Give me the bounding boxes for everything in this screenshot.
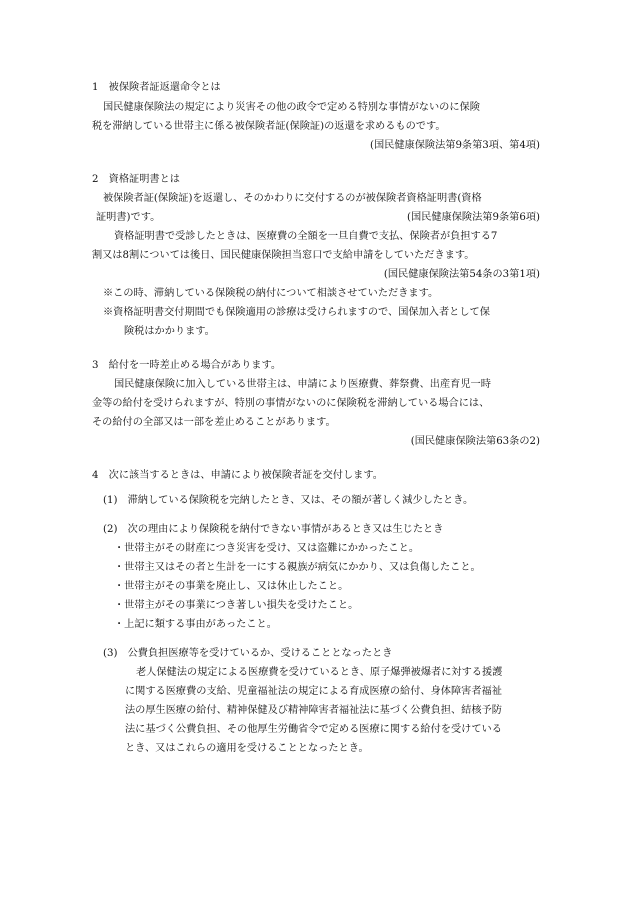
section-4-bullet-5: ・上記に類する事由があったこと。 [114,619,277,630]
section-3-heading: 3 給付を一時差止める場合があります。 [92,360,282,371]
section-3-line-3: その給付の全部又は一部を差止めることがあります。 [92,417,336,428]
section-4-item-3-line-2: に関する医療費の支給、児童福祉法の規定による育成医療の給付、身体障害者福祉 [125,686,502,697]
section-2-line-1: 被保険者証(保険証)を返還し、そのかわりに交付するのが被保険者資格証明書(資格 [103,193,482,204]
section-4-heading: 4 次に該当するときは、申請により被保険者証を交付します。 [92,470,383,481]
section-2-note-2: ※資格証明書交付期間でも保険適用の診療は受けられますので、国保加入者として保 [103,307,490,318]
section-1-heading: 1 被保険者証返還命令とは [92,82,221,93]
section-4-item-1: (1) 滞納している保険税を完納したとき、又は、その額が著しく減少したとき。 [103,495,474,506]
section-2-reference-b: (国民健康保険法第54条の3第1項) [383,269,540,280]
section-4-item-3-line-3: 法の厚生医療の給付、精神保健及び精神障害者福祉法に基づく公費負担、結核予防 [125,705,502,716]
section-4-item-3-line-5: とき、又はこれらの適用を受けることとなったとき。 [125,743,369,754]
section-3-line-1: 国民健康保険に加入している世帯主は、申請により医療費、葬祭費、出産育児一時 [114,379,491,390]
section-4-bullet-1: ・世帯主がその財産につき災害を受け、又は盗難にかかったこと。 [114,543,420,554]
section-2-line-3: 資格証明書で受診したときは、医療費の全額を一旦自費で支払、保険者が負担する7 [114,231,498,242]
section-4-bullet-3: ・世帯主がその事業を廃止し、又は休止したこと。 [114,581,349,592]
section-2-note-3: 険税はかかります。 [124,326,215,337]
section-1-line-1: 国民健康保険法の規定により災害その他の政令で定める特別な事情がないのに保険 [103,102,480,113]
section-1-line-2: 税を滞納している世帯主に係る被保険者証(保険証)の返還を求めるものです。 [92,121,446,132]
section-2-heading: 2 資格証明書とは [92,174,180,185]
section-4-bullet-2: ・世帯主又はその者と生計を一にする親族が病気にかかり、又は負傷したこと。 [114,562,481,573]
section-2-note-1: ※この時、滞納している保険税の納付について相談させていただきます。 [103,288,439,299]
section-2-line-2: 証明書)です。 [96,212,161,223]
section-2-reference-a: (国民健康保険法第9条第6項) [407,212,540,223]
section-4-item-3-line-1: 老人保健法の規定による医療費を受けているとき、原子爆弾被爆者に対する援護 [136,667,503,678]
section-4-item-2: (2) 次の理由により保険税を納付できない事情があるとき又は生じたとき [103,524,444,535]
section-4-bullet-4: ・世帯主がその事業につき著しい損失を受けたこと。 [114,600,359,611]
section-4-item-3-line-4: 法に基づく公費負担、その他厚生労働省令で定める医療に関する給付を受けている [125,724,502,735]
section-1-reference: (国民健康保険法第9条第3項、第4項) [369,140,540,151]
section-4-item-3: (3) 公費負担医療等を受けているか、受けることとなったとき [103,648,393,659]
section-2-line-4: 割又は8割については後日、国民健康保険担当窓口で支給申請をしていただきます。 [92,250,475,261]
section-3-reference: (国民健康保険法第63条の2) [410,436,540,447]
section-3-line-2: 金等の給付を受けられますが、特別の事情がないのに保険税を滞納している場合には、 [92,398,490,409]
